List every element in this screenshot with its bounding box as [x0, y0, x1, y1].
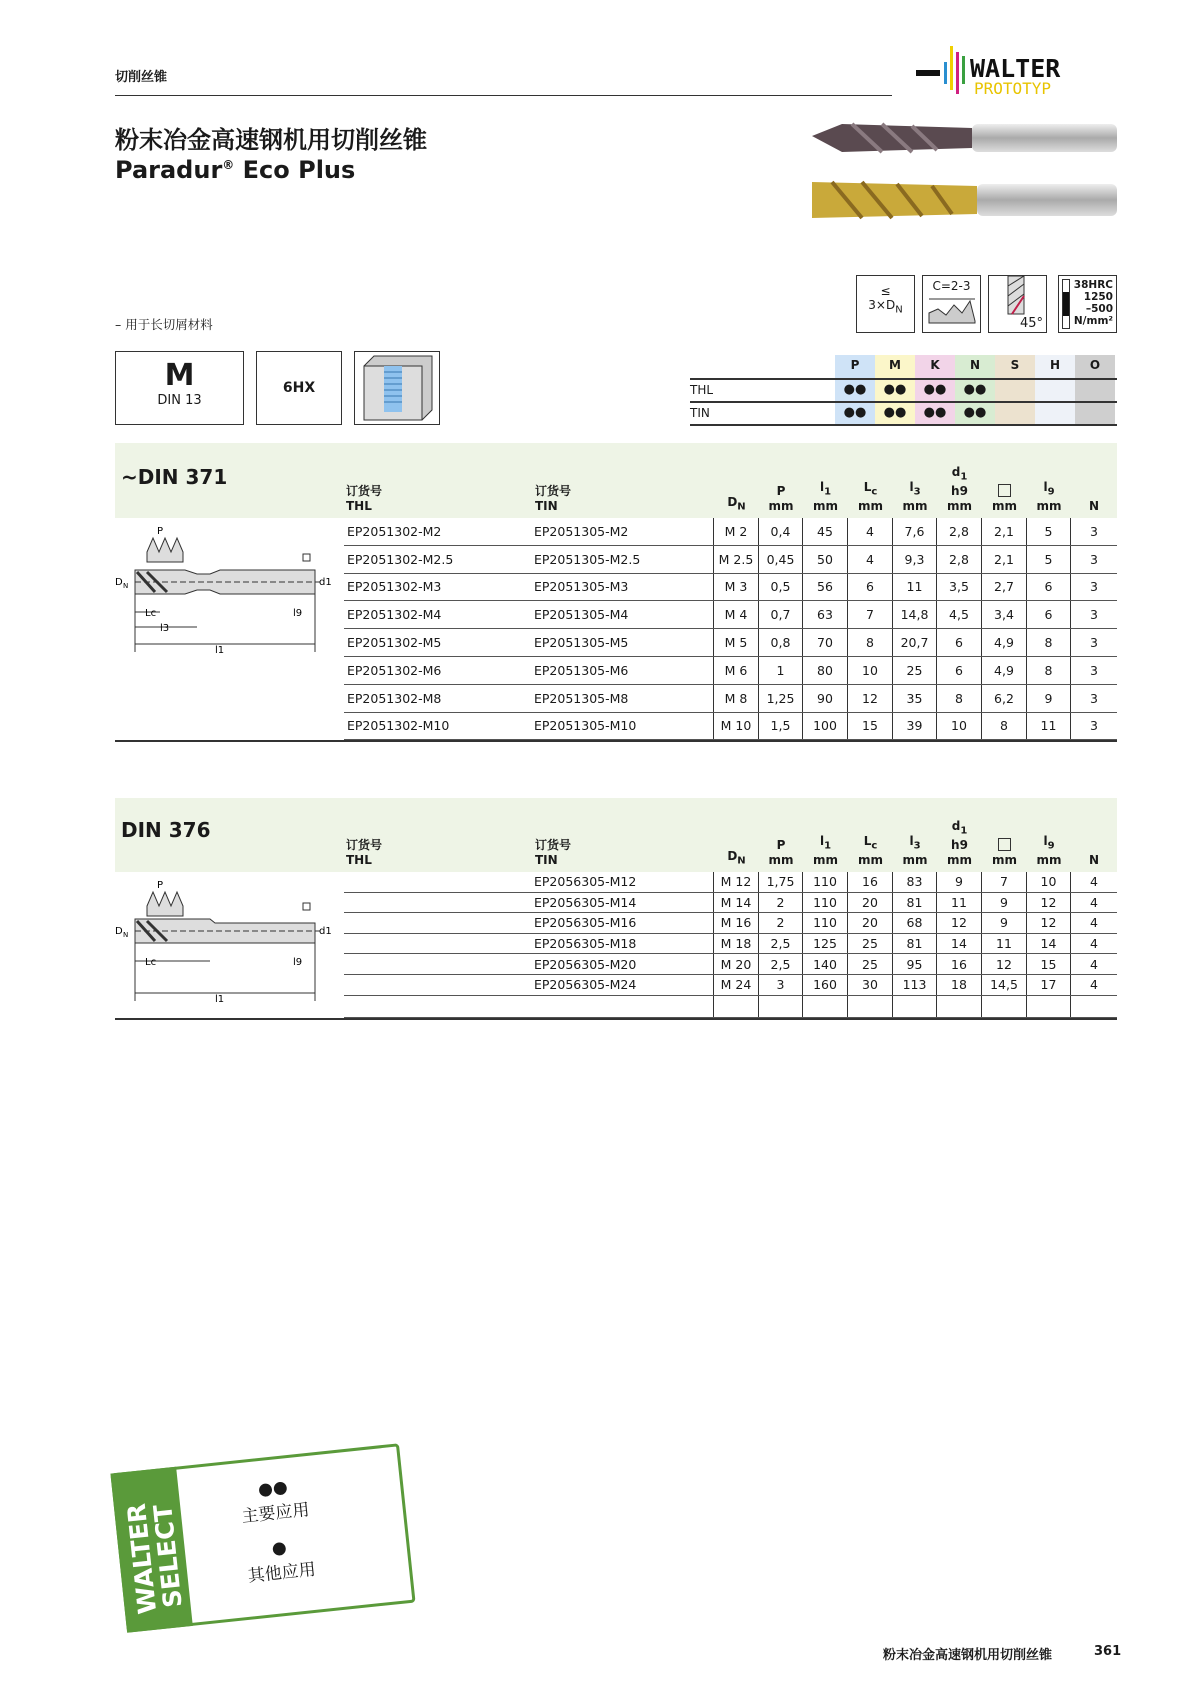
- table-cell: EP2051305-M2.5: [531, 546, 714, 573]
- table-cell: [344, 975, 531, 995]
- table-cell: 0,7: [759, 601, 803, 628]
- table-cell: 83: [893, 872, 937, 892]
- order-number-header: 订货号 THL: [346, 484, 383, 513]
- table-cell: 7: [982, 872, 1027, 892]
- table-cell: 2: [759, 893, 803, 913]
- table-cell: 2,8: [937, 546, 982, 573]
- table-cell: 20: [848, 893, 893, 913]
- table-cell: 90: [803, 685, 848, 712]
- table-cell: EP2051305-M4: [531, 601, 714, 628]
- table-cell: M 2.5: [714, 546, 759, 573]
- table-cell: EP2051302-M8: [347, 690, 442, 706]
- table-cell: 4: [1090, 894, 1098, 910]
- table-cell: 4: [1090, 956, 1098, 972]
- table-row: [344, 574, 1117, 602]
- product-brand: Paradur: [115, 156, 223, 184]
- table-cell: 45: [803, 518, 848, 545]
- table-cell: 0,5: [759, 574, 803, 601]
- table-cell: 81: [893, 934, 937, 954]
- table-cell: EP2056305-M24: [531, 975, 714, 995]
- table-cell: EP2056305-M18: [531, 934, 714, 954]
- table-cell: 0,8: [759, 629, 803, 656]
- svg-text:D: D: [115, 577, 123, 588]
- table-cell: [344, 913, 531, 933]
- d1-header: $d_1$ h9 mm: [946, 818, 972, 867]
- header-divider: [115, 95, 892, 96]
- walter-select-legend: [110, 1443, 415, 1632]
- table-cell: [803, 996, 848, 1017]
- table-cell: 80: [803, 657, 848, 684]
- table-row: [344, 657, 1117, 685]
- table-cell: 9: [937, 872, 982, 892]
- table-cell: 30: [848, 975, 893, 995]
- table-cell: 11: [982, 934, 1027, 954]
- l3-header: $l_3$ mm: [902, 479, 928, 513]
- table-cell: 100: [803, 713, 848, 740]
- table-row: [344, 996, 1117, 1018]
- table-cell: 7: [848, 601, 893, 628]
- main-application-mark: ●●: [257, 1477, 289, 1501]
- thread-hole-icon: [354, 351, 440, 425]
- table-cell: 0,45: [759, 546, 803, 573]
- table-cell: [982, 996, 1027, 1017]
- other-application-mark: ●: [270, 1537, 288, 1560]
- table-cell: 2,1: [982, 546, 1027, 573]
- table-cell: 12: [982, 954, 1027, 974]
- table-cell: 4,9: [982, 629, 1027, 656]
- table-row: [344, 954, 1117, 975]
- material-row-label: TIN: [690, 406, 710, 420]
- table-cell: M 4: [714, 601, 759, 628]
- table-cell: 3: [1090, 523, 1098, 539]
- table-cell: 3: [1090, 635, 1098, 651]
- material-row-label: THL: [690, 383, 714, 397]
- table-cell: 14,8: [893, 601, 937, 628]
- table-cell: 3: [1090, 579, 1098, 595]
- table-cell: EP2051302-M6: [347, 662, 442, 678]
- table-cell: 2,5: [759, 954, 803, 974]
- table-cell: 2,8: [937, 518, 982, 545]
- table-cell: M 16: [714, 913, 759, 933]
- table-cell: 10: [848, 657, 893, 684]
- table-cell: 2,1: [982, 518, 1027, 545]
- order-number-header: 订货号 THL: [346, 838, 383, 867]
- table-cell: 3: [1090, 607, 1098, 623]
- table-cell: 25: [848, 934, 893, 954]
- table-cell: 6: [848, 574, 893, 601]
- helix-angle-icon: [988, 275, 1047, 333]
- thread-type-box: [115, 351, 244, 425]
- page-number: 361: [1094, 1644, 1122, 1659]
- table-cell: EP2051302-M3: [347, 579, 442, 595]
- square-header: mm: [982, 838, 1027, 868]
- strength-min: –500: [1085, 303, 1113, 315]
- table-cell: M 8: [714, 685, 759, 712]
- material-mark: ●●: [843, 405, 867, 420]
- table-row: [344, 518, 1117, 546]
- table-cell: 14,5: [982, 975, 1027, 995]
- table-cell: 81: [893, 893, 937, 913]
- table-cell: EP2051302-M4: [347, 607, 442, 623]
- table-cell: 9,3: [893, 546, 937, 573]
- table-cell: 4: [1090, 936, 1098, 952]
- hardness-icon: [1058, 275, 1117, 333]
- order-number-header: 订货号 TIN: [535, 838, 572, 867]
- table-cell: 2: [759, 913, 803, 933]
- material-group-N: [955, 355, 995, 425]
- d1-header: $d_1$ h9 mm: [946, 464, 972, 513]
- material-group-P: [835, 355, 875, 425]
- material-group-label: S: [1010, 358, 1020, 372]
- material-row-divider: [690, 378, 1117, 380]
- table-cell: 110: [803, 913, 848, 933]
- table-cell: 12: [937, 913, 982, 933]
- table-cell: 11: [1027, 713, 1071, 740]
- table-cell: 125: [803, 934, 848, 954]
- n-header: N: [1088, 853, 1100, 867]
- material-group-label: N: [969, 358, 981, 372]
- table-cell: [893, 996, 937, 1017]
- registered-mark: ®: [222, 158, 235, 172]
- table-cell: 12: [848, 685, 893, 712]
- table-cell: 35: [893, 685, 937, 712]
- material-mark: ●●: [843, 382, 867, 397]
- material-mark: ●●: [883, 382, 907, 397]
- table-cell: 6,2: [982, 685, 1027, 712]
- table-cell: 1,5: [759, 713, 803, 740]
- table-row: [344, 629, 1117, 657]
- table-cell: M 5: [714, 629, 759, 656]
- table-cell: [344, 893, 531, 913]
- table-cell: 10: [1027, 872, 1071, 892]
- table-cell: 39: [893, 713, 937, 740]
- dn-header: $D_N$: [727, 494, 746, 512]
- material-row-divider: [690, 424, 1117, 426]
- table-cell: [848, 996, 893, 1017]
- tap-image-thl: [812, 120, 1117, 156]
- table-cell: 9: [1027, 685, 1071, 712]
- table-cell: 3: [1090, 718, 1098, 734]
- table-cell: [937, 996, 982, 1017]
- svg-text:l9: l9: [293, 957, 303, 968]
- strength-unit: N/mm²: [1073, 315, 1113, 327]
- svg-text:Lc: Lc: [145, 957, 157, 968]
- tolerance-box: 6HX: [256, 351, 342, 425]
- material-group-label: M: [889, 358, 901, 372]
- table-cell: 25: [848, 954, 893, 974]
- svg-text:l9: l9: [293, 608, 303, 619]
- section-header: 切削丝锥: [115, 70, 168, 85]
- l1-header: $l_1$ mm: [812, 479, 838, 513]
- material-mark: ●●: [963, 405, 987, 420]
- lg-header: $l_9$ mm: [1036, 479, 1062, 513]
- hardness-bar: [1062, 279, 1070, 329]
- material-group-label: K: [930, 358, 940, 372]
- table-cell: M 12: [714, 872, 759, 892]
- table-cell: 95: [893, 954, 937, 974]
- table-row: [344, 975, 1117, 996]
- svg-text:d1: d1: [319, 926, 332, 937]
- table-cell: EP2051305-M5: [531, 629, 714, 656]
- l1-header: $l_1$ mm: [812, 833, 838, 867]
- thread-standard: DIN 13: [157, 393, 202, 408]
- table-cell: 16: [937, 954, 982, 974]
- table-bottom-rule: [115, 1018, 1117, 1020]
- table-cell: 140: [803, 954, 848, 974]
- material-group-M: [875, 355, 915, 425]
- table-cell: 3: [759, 975, 803, 995]
- depth-value: $3\times D_N$: [868, 298, 903, 316]
- svg-text:N: N: [123, 582, 129, 590]
- table-cell: 3: [1090, 690, 1098, 706]
- table-cell: [344, 954, 531, 974]
- table-cell: 2,5: [759, 934, 803, 954]
- table-cell: 25: [893, 657, 937, 684]
- material-group-O: [1075, 355, 1115, 425]
- table-row: [344, 685, 1117, 713]
- l3-header: $l_3$ mm: [902, 833, 928, 867]
- table-cell: [531, 996, 714, 1017]
- table-cell: 9: [982, 893, 1027, 913]
- table-cell: EP2056305-M20: [531, 954, 714, 974]
- svg-text:P: P: [157, 880, 164, 891]
- table-cell: 4,9: [982, 657, 1027, 684]
- table-cell: 4: [1090, 915, 1098, 931]
- table-cell: 4: [1090, 874, 1098, 890]
- table-cell: M 24: [714, 975, 759, 995]
- table-title: ~DIN 371: [121, 465, 228, 489]
- page-title: 粉末冶金高速钢机用切削丝锥: [115, 126, 427, 154]
- logo-brand: WALTER: [970, 54, 1061, 83]
- table-cell: 11: [937, 893, 982, 913]
- table-cell: EP2051305-M3: [531, 574, 714, 601]
- footer-title: 粉末冶金高速钢机用切削丝锥: [882, 1648, 1052, 1663]
- table-cell: EP2056305-M14: [531, 893, 714, 913]
- material-group-label: O: [1089, 358, 1101, 372]
- table-cell: 113: [893, 975, 937, 995]
- pitch-header: P mm: [768, 838, 794, 867]
- table-cell: 160: [803, 975, 848, 995]
- lc-header: $L_c$ mm: [857, 833, 883, 867]
- table-cell: 20: [848, 913, 893, 933]
- table-cell: 20,7: [893, 629, 937, 656]
- table-bottom-rule: [115, 740, 1117, 742]
- table-header-band: [115, 798, 1117, 872]
- table-cell: 6: [937, 629, 982, 656]
- table-cell: EP2051302-M2: [347, 523, 442, 539]
- order-number-header: 订货号 TIN: [535, 484, 572, 513]
- material-mark: ●●: [883, 405, 907, 420]
- material-mark: ●●: [923, 405, 947, 420]
- table-cell: M 6: [714, 657, 759, 684]
- table-cell: 4: [848, 518, 893, 545]
- table-cell: 3,4: [982, 601, 1027, 628]
- table-cell: 110: [803, 872, 848, 892]
- svg-text:d1: d1: [319, 577, 332, 588]
- table-cell: M 20: [714, 954, 759, 974]
- svg-text:D: D: [115, 926, 123, 937]
- depth-icon: [856, 275, 915, 333]
- table-cell: EP2051302-M10: [347, 718, 450, 734]
- material-group-K: [915, 355, 955, 425]
- table-cell: 1: [759, 657, 803, 684]
- table-cell: 6: [1027, 574, 1071, 601]
- table-cell: EP2056305-M16: [531, 913, 714, 933]
- table-cell: EP2051305-M10: [531, 713, 714, 740]
- table-cell: 15: [1027, 954, 1071, 974]
- table-cell: 18: [937, 975, 982, 995]
- material-group-label: P: [850, 358, 860, 372]
- table-cell: 10: [937, 713, 982, 740]
- table-cell: [344, 934, 531, 954]
- table-cell: M 18: [714, 934, 759, 954]
- table-row: [344, 913, 1117, 934]
- table-cell: 11: [893, 574, 937, 601]
- tap-dimension-diagram: [115, 522, 335, 662]
- table-cell: 4: [848, 546, 893, 573]
- table-cell: 3,5: [937, 574, 982, 601]
- table-row: [344, 872, 1117, 893]
- dn-header: $D_N$: [727, 848, 746, 866]
- table-cell: 7,6: [893, 518, 937, 545]
- table-cell: M 10: [714, 713, 759, 740]
- application-note: – 用于长切屑材料: [115, 317, 213, 332]
- table-row: [344, 713, 1117, 741]
- table-cell: 4,5: [937, 601, 982, 628]
- table-cell: EP2051302-M2.5: [347, 551, 454, 567]
- strength-max: 1250: [1083, 291, 1113, 303]
- table-cell: 14: [1027, 934, 1071, 954]
- table-cell: 2,7: [982, 574, 1027, 601]
- n-header: N: [1088, 499, 1100, 513]
- table-row: [344, 934, 1117, 955]
- material-mark: ●●: [923, 382, 947, 397]
- table-cell: 12: [1027, 893, 1071, 913]
- chamfer-label: C=2-3: [932, 279, 971, 293]
- lc-header: $L_c$ mm: [857, 479, 883, 513]
- table-cell: [1027, 996, 1071, 1017]
- table-cell: 17: [1027, 975, 1071, 995]
- depth-le-symbol: ≤: [880, 284, 891, 298]
- table-cell: 5: [1027, 518, 1071, 545]
- table-cell: 8: [937, 685, 982, 712]
- table-row: [344, 601, 1117, 629]
- table-cell: [344, 872, 531, 892]
- tap-image-tin: [812, 180, 1117, 220]
- table-cell: 68: [893, 913, 937, 933]
- table-cell: [714, 996, 759, 1017]
- table-cell: EP2056305-M12: [531, 872, 714, 892]
- table-cell: 8: [982, 713, 1027, 740]
- table-title: DIN 376: [121, 818, 211, 842]
- table-cell: M 2: [714, 518, 759, 545]
- svg-text:P: P: [157, 526, 164, 537]
- material-group-H: [1035, 355, 1075, 425]
- table-cell: 6: [937, 657, 982, 684]
- table-row: [344, 893, 1117, 914]
- table-cell: 8: [1027, 629, 1071, 656]
- table-cell: 12: [1027, 913, 1071, 933]
- material-group-label: H: [1049, 358, 1061, 372]
- table-row: [344, 546, 1117, 574]
- hardness-label: 38HRC: [1073, 279, 1113, 291]
- table-cell: 3: [1090, 551, 1098, 567]
- material-mark: ●●: [963, 382, 987, 397]
- table-cell: [759, 996, 803, 1017]
- table-cell: 6: [1027, 601, 1071, 628]
- svg-text:l3: l3: [160, 623, 170, 634]
- table-cell: 4: [1090, 977, 1098, 993]
- main-application-label: 主要应用: [240, 1500, 311, 1528]
- pitch-header: P mm: [768, 484, 794, 513]
- table-cell: 9: [982, 913, 1027, 933]
- table-cell: 15: [848, 713, 893, 740]
- tap-dimension-diagram: [115, 876, 335, 1016]
- svg-text:l1: l1: [215, 645, 225, 656]
- other-application-label: 其他应用: [246, 1559, 317, 1587]
- table-cell: [1071, 996, 1117, 1017]
- table-cell: 56: [803, 574, 848, 601]
- table-cell: 0,4: [759, 518, 803, 545]
- table-cell: 50: [803, 546, 848, 573]
- table-cell: [344, 996, 531, 1017]
- thread-type: M: [164, 358, 195, 393]
- material-row-divider: [690, 401, 1117, 403]
- table-cell: 8: [848, 629, 893, 656]
- product-suffix: Eco Plus: [234, 156, 356, 184]
- table-cell: 5: [1027, 546, 1071, 573]
- material-group-S: [995, 355, 1035, 425]
- lg-header: $l_9$ mm: [1036, 833, 1062, 867]
- table-cell: 1,75: [759, 872, 803, 892]
- table-cell: EP2051305-M6: [531, 657, 714, 684]
- table-cell: 70: [803, 629, 848, 656]
- square-header: mm: [982, 484, 1027, 514]
- walter-prototyp-logo: [916, 44, 1121, 100]
- table-cell: 8: [1027, 657, 1071, 684]
- table-cell: 110: [803, 893, 848, 913]
- table-cell: 16: [848, 872, 893, 892]
- table-cell: 14: [937, 934, 982, 954]
- chamfer-icon: [922, 275, 981, 333]
- table-cell: EP2051302-M5: [347, 635, 442, 651]
- table-cell: M 3: [714, 574, 759, 601]
- table-cell: M 14: [714, 893, 759, 913]
- helix-angle-label: 45°: [1019, 316, 1043, 331]
- product-name: [115, 156, 355, 184]
- table-header-band: [115, 443, 1117, 518]
- logo-sub: PROTOTYP: [974, 79, 1052, 98]
- table-cell: EP2051305-M2: [531, 518, 714, 545]
- table-cell: 63: [803, 601, 848, 628]
- svg-text:N: N: [123, 931, 129, 939]
- table-cell: EP2051305-M8: [531, 685, 714, 712]
- walter-select-logo: WALTER SELECT: [121, 1502, 188, 1616]
- table-cell: 3: [1090, 662, 1098, 678]
- table-cell: 1,25: [759, 685, 803, 712]
- svg-text:Lc: Lc: [145, 608, 157, 619]
- svg-text:l1: l1: [215, 994, 225, 1005]
